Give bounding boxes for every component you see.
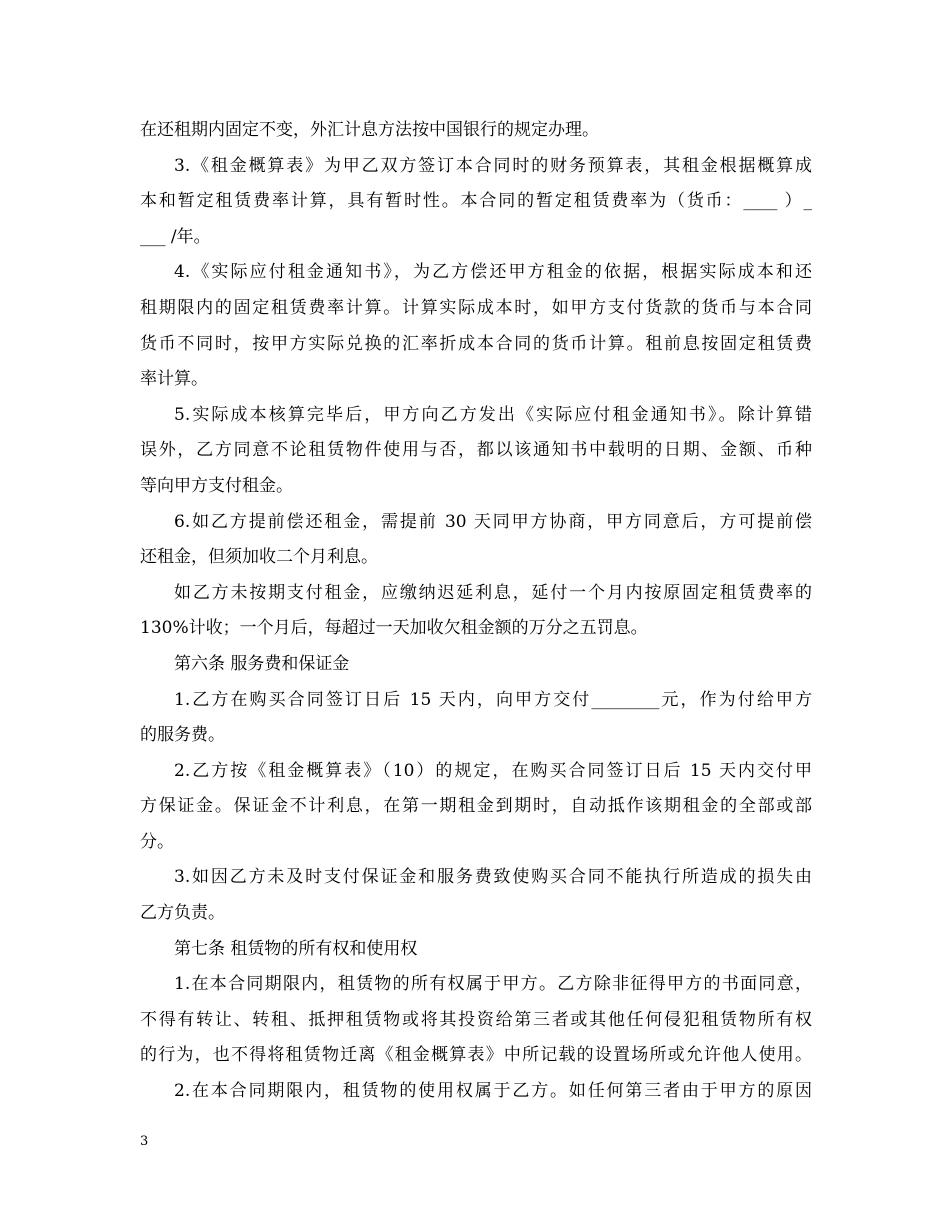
- text-line: 货币不同时，按甲方实际兑换的汇率折成本合同的货币计算。租前息按固定租赁费: [140, 333, 812, 354]
- text-line: 3.《租金概算表》为甲乙双方签订本合同时的财务预算表，其租金根据概算成: [174, 155, 812, 176]
- text-line: 方保证金。保证金不计利息，在第一期租金到期时，自动抵作该期租金的全部或部: [140, 796, 812, 817]
- text-line: 2.乙方按《租金概算表》（10）的规定，在购买合同签订日后 15 天内交付甲: [174, 760, 812, 781]
- text-line: 的行为，也不得将租赁物迁离《租金概算表》中所记载的设置场所或允许他人使用。: [140, 1045, 812, 1066]
- text-line: 第六条 服务费和保证金: [174, 653, 350, 674]
- text-line: 130%计收；一个月后，每超过一天加收欠租金额的万分之五罚息。: [140, 618, 648, 639]
- text-line: 等向甲方支付租金。: [140, 475, 293, 496]
- text-line: 乙方负责。: [140, 903, 225, 924]
- text-line: 还租金，但须加收二个月利息。: [140, 547, 378, 568]
- text-line: 1.在本合同期限内，租赁物的所有权属于甲方。乙方除非征得甲方的书面同意，: [174, 974, 812, 995]
- text-line: 租期限内的固定租赁费率计算。计算实际成本时，如甲方支付货款的货币与本合同: [140, 297, 812, 318]
- page-number: 3: [140, 1134, 149, 1149]
- text-line: 2.在本合同期限内，租赁物的使用权属于乙方。如任何第三者由于甲方的原因: [174, 1081, 812, 1102]
- text-line: 误外，乙方同意不论租赁物件使用与否，都以该通知书中载明的日期、金额、币种: [140, 440, 812, 461]
- text-line: 不得有转让、转租、抵押租赁物或将其投资给第三者或其他任何侵犯租赁物所有权: [140, 1009, 812, 1030]
- text-line: 分。: [140, 831, 174, 852]
- text-line: 本和暂定租赁费率计算，具有暂时性。本合同的暂定租赁费率为（货币：____ ）_: [140, 191, 812, 212]
- text-line: 3.如因乙方未及时支付保证金和服务费致使购买合同不能执行所造成的损失由: [174, 867, 812, 888]
- text-line: ___ /年。: [140, 226, 211, 247]
- text-line: 的服务费。: [140, 725, 225, 746]
- document-body: [140, 113, 812, 1110]
- text-line: 在还租期内固定不变，外汇计息方法按中国银行的规定办理。: [140, 120, 599, 140]
- text-line: 4.《实际应付租金通知书》，为乙方偿还甲方租金的依据，根据实际成本和还: [174, 262, 812, 283]
- text-line: 率计算。: [140, 369, 208, 390]
- text-line: 5.实际成本核算完毕后，甲方向乙方发出《实际应付租金通知书》。除计算错: [174, 404, 812, 425]
- text-line: 第七条 租赁物的所有权和使用权: [174, 938, 418, 959]
- text-line: 1.乙方在购买合同签订日后 15 天内，向甲方交付________元，作为付给甲方: [174, 689, 812, 710]
- text-line: 如乙方未按期支付租金，应缴纳迟延利息，延付一个月内按原固定租赁费率的: [174, 582, 812, 603]
- text-line: 6.如乙方提前偿还租金，需提前 30 天同甲方协商，甲方同意后，方可提前偿: [174, 511, 812, 532]
